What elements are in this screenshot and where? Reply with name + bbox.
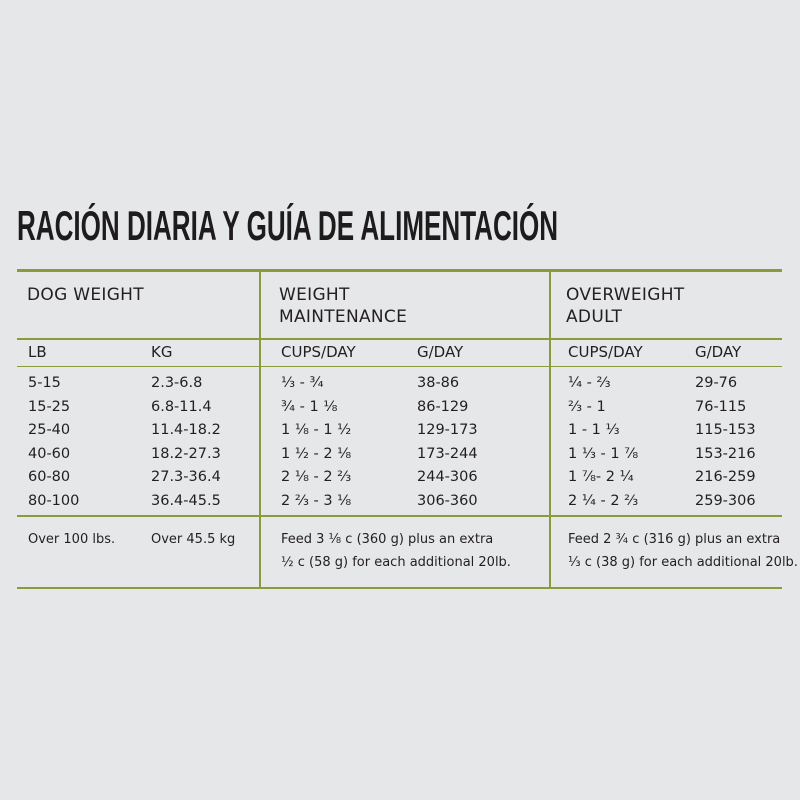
cell-maintenance-g: 173-244 [417, 445, 478, 462]
header-rule [17, 338, 782, 340]
cell-overweight-g: 259-306 [695, 492, 756, 509]
footer-overweight-line: ⅓ c (38 g) for each additional 20lb. [568, 555, 798, 570]
subheader-overweight-g: G/DAY [695, 343, 742, 361]
subheader-kg: KG [151, 343, 173, 361]
cell-kg: 11.4-18.2 [151, 422, 221, 438]
cell-overweight-cups: 1 ⅓ - 1 ⅞ [568, 445, 639, 462]
cell-maintenance-cups: 1 ½ - 2 ⅛ [281, 445, 352, 462]
cell-maintenance-cups: ⅓ - ¾ [281, 375, 324, 391]
cell-overweight-g: 216-259 [695, 469, 756, 485]
footer-maintenance-note [281, 528, 511, 574]
cell-maintenance-g: 306-360 [417, 492, 478, 509]
cell-maintenance-g: 38-86 [417, 375, 460, 391]
cell-overweight-cups: 2 ¼ - 2 ⅔ [568, 492, 639, 509]
cell-lb: 40-60 [28, 445, 71, 462]
footer-overweight-note [568, 528, 798, 574]
table-bottom-rule [17, 587, 782, 589]
cell-maintenance-cups: ¾ - 1 ⅛ [281, 398, 338, 415]
footer-maintenance-line: ½ c (58 g) for each additional 20lb. [281, 555, 511, 570]
cell-overweight-cups: ¼ - ⅔ [568, 375, 611, 391]
cell-maintenance-g: 129-173 [417, 422, 478, 438]
cell-overweight-cups: 1 ⅞- 2 ¼ [568, 469, 634, 485]
cell-overweight-cups: ⅔ - 1 [568, 398, 606, 415]
column-lb [28, 372, 79, 513]
header-overweight-adult-line2: ADULT [566, 307, 623, 327]
cell-maintenance-cups: 2 ⅔ - 3 ⅛ [281, 492, 352, 509]
cell-overweight-cups: 1 - 1 ⅓ [568, 422, 620, 438]
cell-maintenance-cups: 2 ⅛ - 2 ⅔ [281, 469, 352, 485]
column-overweight-cups [568, 372, 638, 513]
footer-maintenance-line: Feed 3 ⅛ c (360 g) plus an extra [281, 532, 494, 547]
page-title: RACIÓN DIARIA Y GUÍA DE ALIMENTACIÓN [17, 202, 559, 249]
cell-kg: 6.8-11.4 [151, 398, 212, 415]
subheader-maintenance-g: G/DAY [417, 343, 464, 361]
cell-lb: 25-40 [28, 422, 71, 438]
cell-overweight-g: 115-153 [695, 422, 756, 438]
cell-kg: 27.3-36.4 [151, 469, 221, 485]
cell-maintenance-g: 86-129 [417, 398, 469, 415]
cell-kg: 36.4-45.5 [151, 492, 221, 509]
cell-lb: 5-15 [28, 375, 61, 391]
header-overweight-adult-line1: OVERWEIGHT [566, 285, 685, 305]
subheader-maintenance-cups: CUPS/DAY [281, 343, 356, 361]
cell-kg: 18.2-27.3 [151, 445, 221, 462]
cell-lb: 15-25 [28, 398, 71, 415]
column-maintenance-cups [281, 372, 351, 513]
column-divider-2 [549, 270, 551, 588]
subheader-lb: LB [28, 343, 47, 361]
cell-overweight-g: 29-76 [695, 375, 738, 391]
column-maintenance-g [417, 372, 478, 513]
cell-lb: 60-80 [28, 469, 71, 485]
header-weight-maintenance-line2: MAINTENANCE [279, 307, 408, 327]
header-weight-maintenance-line1: WEIGHT [279, 285, 350, 305]
footer-overweight-line: Feed 2 ¾ c (316 g) plus an extra [568, 532, 781, 547]
cell-overweight-g: 76-115 [695, 398, 747, 415]
body-bottom-rule [17, 515, 782, 517]
cell-maintenance-cups: 1 ⅛ - 1 ½ [281, 422, 352, 438]
column-kg [151, 372, 221, 513]
footer-lb: Over 100 lbs. [28, 532, 116, 547]
column-divider-1 [259, 270, 261, 588]
header-dog-weight: DOG WEIGHT [27, 285, 144, 305]
subheader-rule [17, 366, 782, 367]
column-overweight-g [695, 372, 756, 513]
table-top-rule [17, 269, 782, 272]
footer-kg: Over 45.5 kg [151, 532, 236, 547]
subheader-overweight-cups: CUPS/DAY [568, 343, 643, 361]
cell-maintenance-g: 244-306 [417, 469, 478, 485]
cell-lb: 80-100 [28, 492, 80, 509]
cell-kg: 2.3-6.8 [151, 375, 203, 391]
cell-overweight-g: 153-216 [695, 445, 756, 462]
